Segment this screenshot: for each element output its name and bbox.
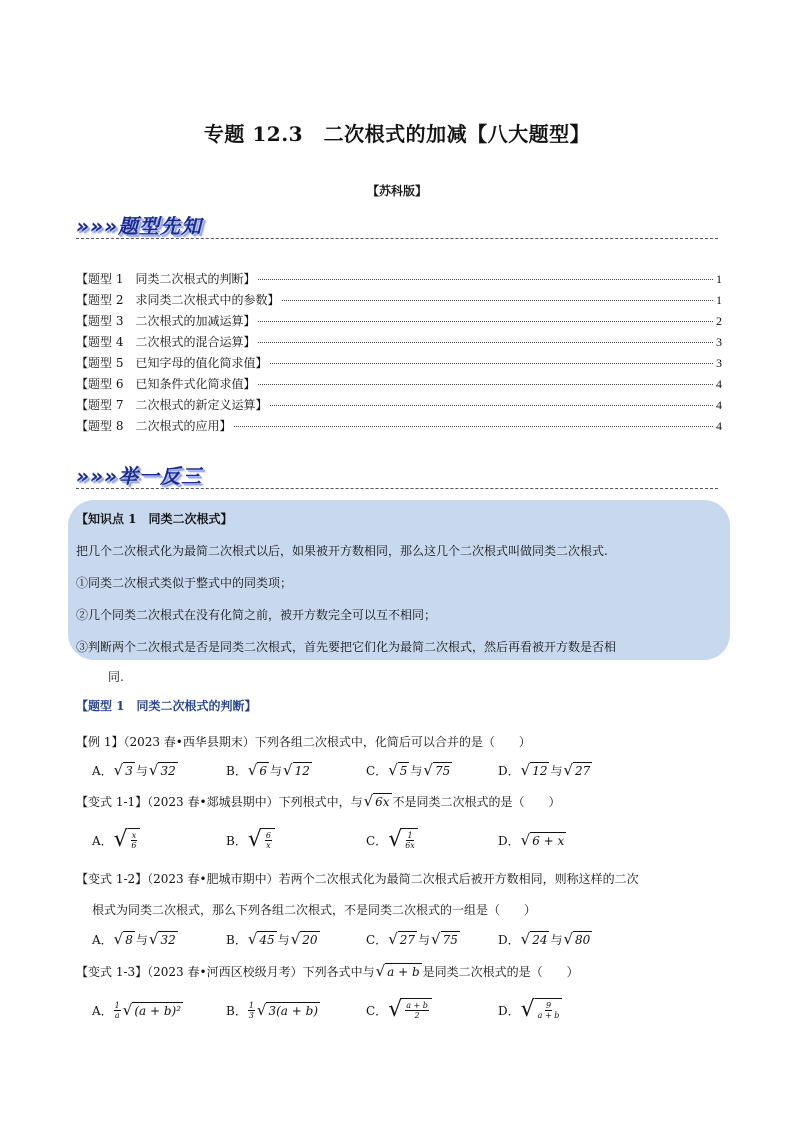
option-label: A．	[92, 763, 113, 778]
variant-1-3-stem	[76, 963, 579, 980]
toc-entry[interactable]	[76, 375, 722, 396]
option-label: A．	[92, 1003, 113, 1018]
toc-leader	[258, 279, 713, 280]
numerator: 6	[265, 831, 271, 840]
radical: √ 27	[563, 760, 591, 779]
radicand: 45	[259, 932, 275, 947]
toc-label: 【题型 1 同类二次根式的判断】	[76, 272, 256, 286]
radical: √ $\frac{a + b}{2}$	[388, 998, 432, 1022]
radical: √ 75	[431, 929, 458, 948]
knowledge-point-title: 【知识点 1 同类二次根式】	[76, 512, 233, 526]
option-a[interactable]	[92, 995, 184, 1025]
radical: √ a + b	[375, 962, 420, 980]
radical: √ 6	[247, 760, 268, 779]
option-label: A．	[92, 833, 113, 848]
radicand: 27	[575, 763, 591, 778]
option-b[interactable]	[226, 995, 321, 1025]
radicand: 20	[302, 932, 318, 947]
stem-text: 【变式 1-1】（2023 春•郯城县期中）下列根式中，与	[76, 795, 363, 809]
option-label: C．	[366, 932, 388, 947]
option-label: D．	[498, 1003, 520, 1018]
toc-leader	[258, 342, 713, 343]
option-label: B．	[226, 1003, 247, 1018]
option-label: B．	[226, 833, 247, 848]
toc-label: 【题型 6 已知条件式化简求值】	[76, 377, 256, 391]
denominator: 6x	[405, 841, 415, 850]
separator: 与	[550, 932, 563, 947]
option-d[interactable]	[498, 755, 593, 785]
denominator: a + b	[537, 1011, 560, 1020]
denominator: x	[266, 841, 271, 850]
toc-page-number: 4	[716, 398, 722, 412]
toc-label: 【题型 2 求同类二次根式中的参数】	[76, 293, 280, 307]
toc-entry[interactable]	[76, 417, 722, 438]
toc-page-number: 1	[716, 272, 722, 286]
toc-page-number: 1	[716, 293, 722, 307]
separator: 与	[135, 932, 148, 947]
option-d[interactable]	[498, 995, 563, 1025]
radicand: 5	[399, 763, 408, 778]
radical: √ 12	[520, 760, 548, 779]
radical: √ 32	[148, 760, 176, 779]
example-1-options	[92, 755, 712, 785]
radicand: 24	[532, 932, 548, 947]
denominator: 3	[248, 1010, 254, 1020]
stem-text: 【变式 1-3】（2023 春•河西区校级月考）下列各式中与	[76, 965, 375, 979]
radical: √ $\frac{x}{6}$	[114, 828, 141, 852]
separator: 与	[270, 763, 283, 778]
table-of-contents	[76, 270, 722, 438]
toc-entry[interactable]	[76, 270, 722, 291]
toc-leader	[258, 321, 713, 322]
numerator: x	[131, 831, 137, 840]
knowledge-point-line: ③判断两个二次根式是否是同类二次根式，首先要把它们化为最简二次根式，然后再看被开方数是否相	[76, 640, 617, 654]
radicand: 6x	[375, 795, 390, 809]
toc-leader	[258, 384, 713, 385]
knowledge-point-line: ②几个同类二次根式在没有化简之前，被开方数完全可以互不相同；	[76, 608, 437, 622]
radicand: (a + b)²	[134, 1003, 182, 1018]
toc-label: 【题型 8 二次根式的应用】	[76, 419, 232, 433]
option-label: C．	[366, 833, 388, 848]
radical: √ 20	[290, 929, 318, 948]
separator: 与	[550, 763, 563, 778]
question-type-heading: 【题型 1 同类二次根式的判断】	[76, 699, 257, 713]
option-b[interactable]	[226, 755, 313, 785]
stem-text: 不是同类二次根式的是（ ）	[392, 795, 561, 809]
variant-1-1-options	[92, 825, 712, 855]
section-banner-overview: »»»题型先知	[76, 214, 202, 238]
separator: 与	[277, 932, 290, 947]
stem-text: 是同类二次根式的是（ ）	[422, 965, 579, 979]
knowledge-point-box	[68, 500, 730, 660]
option-label: B．	[226, 763, 247, 778]
coefficient	[113, 1001, 122, 1020]
radical: √ $\frac{6}{x}$	[248, 828, 275, 852]
option-label: D．	[498, 932, 520, 947]
numerator: 1	[114, 1000, 120, 1010]
radical: √ 6 + x	[520, 830, 565, 849]
radicand: 8	[125, 932, 133, 947]
toc-leader	[270, 405, 713, 406]
radical: √ 12	[283, 760, 310, 779]
toc-label: 【题型 3 二次根式的加减运算】	[76, 314, 256, 328]
toc-entry[interactable]	[76, 291, 722, 312]
radicand: 27	[399, 932, 416, 947]
radicand: 12	[532, 763, 548, 778]
numerator: 1	[248, 1000, 254, 1010]
radical: √ 24	[520, 929, 548, 948]
knowledge-point-line-continued: 同.	[108, 670, 124, 684]
toc-label: 【题型 7 二次根式的新定义运算】	[76, 398, 268, 412]
radical: √ 3	[113, 760, 133, 779]
example-1-stem: 【例 1】（2023 春•西华县期末）下列各组二次根式中，化简后可以合并的是（ ）	[76, 735, 531, 749]
radical: √ 8	[113, 929, 133, 948]
variant-1-2-stem-continued: 根式为同类二次根式，那么下列各组二次根式，不是同类二次根式的一组是（ ）	[92, 903, 537, 917]
radical: √ 80	[563, 929, 591, 948]
page-title: 专题 12.3 二次根式的加减【八大题型】	[203, 122, 591, 146]
option-label: C．	[366, 1003, 388, 1018]
option-c[interactable]	[366, 755, 453, 785]
denominator: 2	[414, 1011, 420, 1020]
radical: √ $\frac{1}{6x}$	[388, 828, 418, 852]
radicand: 75	[434, 763, 451, 778]
coefficient	[247, 1001, 256, 1020]
toc-label: 【题型 5 已知字母的值化简求值】	[76, 356, 268, 370]
radicand: a + b	[387, 965, 420, 979]
radicand: 80	[575, 932, 591, 947]
radicand: 32	[160, 763, 176, 778]
radical: √ 27	[388, 929, 416, 948]
toc-leader	[282, 300, 713, 301]
toc-page-number: 4	[716, 419, 722, 433]
numerator: 1	[407, 831, 413, 840]
knowledge-point-line: 把几个二次根式化为最简二次根式以后，如果被开方数相同，那么这几个二次根式叫做同类二次根式.	[76, 544, 608, 558]
radical: √ 6x	[363, 792, 390, 810]
option-b[interactable]	[226, 825, 276, 855]
dashed-divider	[76, 488, 718, 489]
radical: √ $\frac{9}{a + b}$	[521, 998, 563, 1022]
radical: √ 45	[247, 929, 275, 948]
option-d[interactable]	[498, 825, 567, 855]
option-c[interactable]	[366, 995, 433, 1025]
radical: √ (a + b)²	[122, 1000, 182, 1019]
separator: 与	[418, 932, 431, 947]
separator: 与	[410, 763, 423, 778]
option-b[interactable]	[226, 924, 321, 954]
variant-1-3-options	[92, 995, 712, 1025]
toc-page-number: 4	[716, 377, 722, 391]
radicand: 6	[259, 763, 268, 778]
toc-entry[interactable]	[76, 396, 722, 417]
radicand: 3	[125, 763, 133, 778]
option-a[interactable]	[92, 755, 179, 785]
option-label: B．	[226, 932, 247, 947]
radicand: 12	[294, 763, 310, 778]
section-banner-examples: »»»举一反三	[76, 464, 202, 488]
separator: 与	[135, 763, 148, 778]
edition-label: 【苏科版】	[366, 184, 427, 198]
option-c[interactable]	[366, 825, 419, 855]
radicand: 32	[160, 932, 176, 947]
toc-entry[interactable]	[76, 354, 722, 375]
toc-page-number: 3	[716, 335, 722, 349]
numerator: a + b	[406, 1001, 428, 1010]
variant-1-2-stem: 【变式 1-2】（2023 春•肥城市期中）若两个二次根式化为最简二次根式后被开方数相同，则称这样的二次	[76, 872, 639, 886]
radical: √ 3(a + b)	[256, 1000, 319, 1019]
radical: √ 75	[423, 760, 451, 779]
toc-entry[interactable]	[76, 333, 722, 354]
denominator: 6	[131, 841, 137, 850]
knowledge-point-line: ①同类二次根式类似于整式中的同类项；	[76, 576, 293, 590]
variant-1-2-options	[92, 924, 712, 954]
toc-entry[interactable]	[76, 312, 722, 333]
variant-1-1-stem	[76, 793, 561, 810]
option-label: D．	[498, 833, 520, 848]
radical: √ 32	[148, 929, 176, 948]
dashed-divider	[76, 238, 718, 239]
numerator: 9	[545, 1001, 552, 1010]
radicand: 75	[442, 932, 458, 947]
option-label: A．	[92, 932, 113, 947]
radicand: 3(a + b)	[268, 1003, 319, 1018]
option-d[interactable]	[498, 924, 593, 954]
toc-page-number: 3	[716, 356, 722, 370]
toc-page-number: 2	[716, 314, 722, 328]
radical: √ 5	[388, 760, 408, 779]
toc-leader	[270, 363, 713, 364]
denominator: a	[114, 1010, 120, 1020]
radicand: 6 + x	[532, 833, 565, 848]
option-a[interactable]	[92, 825, 141, 855]
option-label: C．	[366, 763, 388, 778]
toc-label: 【题型 4 二次根式的混合运算】	[76, 335, 256, 349]
option-c[interactable]	[366, 924, 461, 954]
option-label: D．	[498, 763, 520, 778]
option-a[interactable]	[92, 924, 179, 954]
toc-leader	[234, 426, 713, 427]
